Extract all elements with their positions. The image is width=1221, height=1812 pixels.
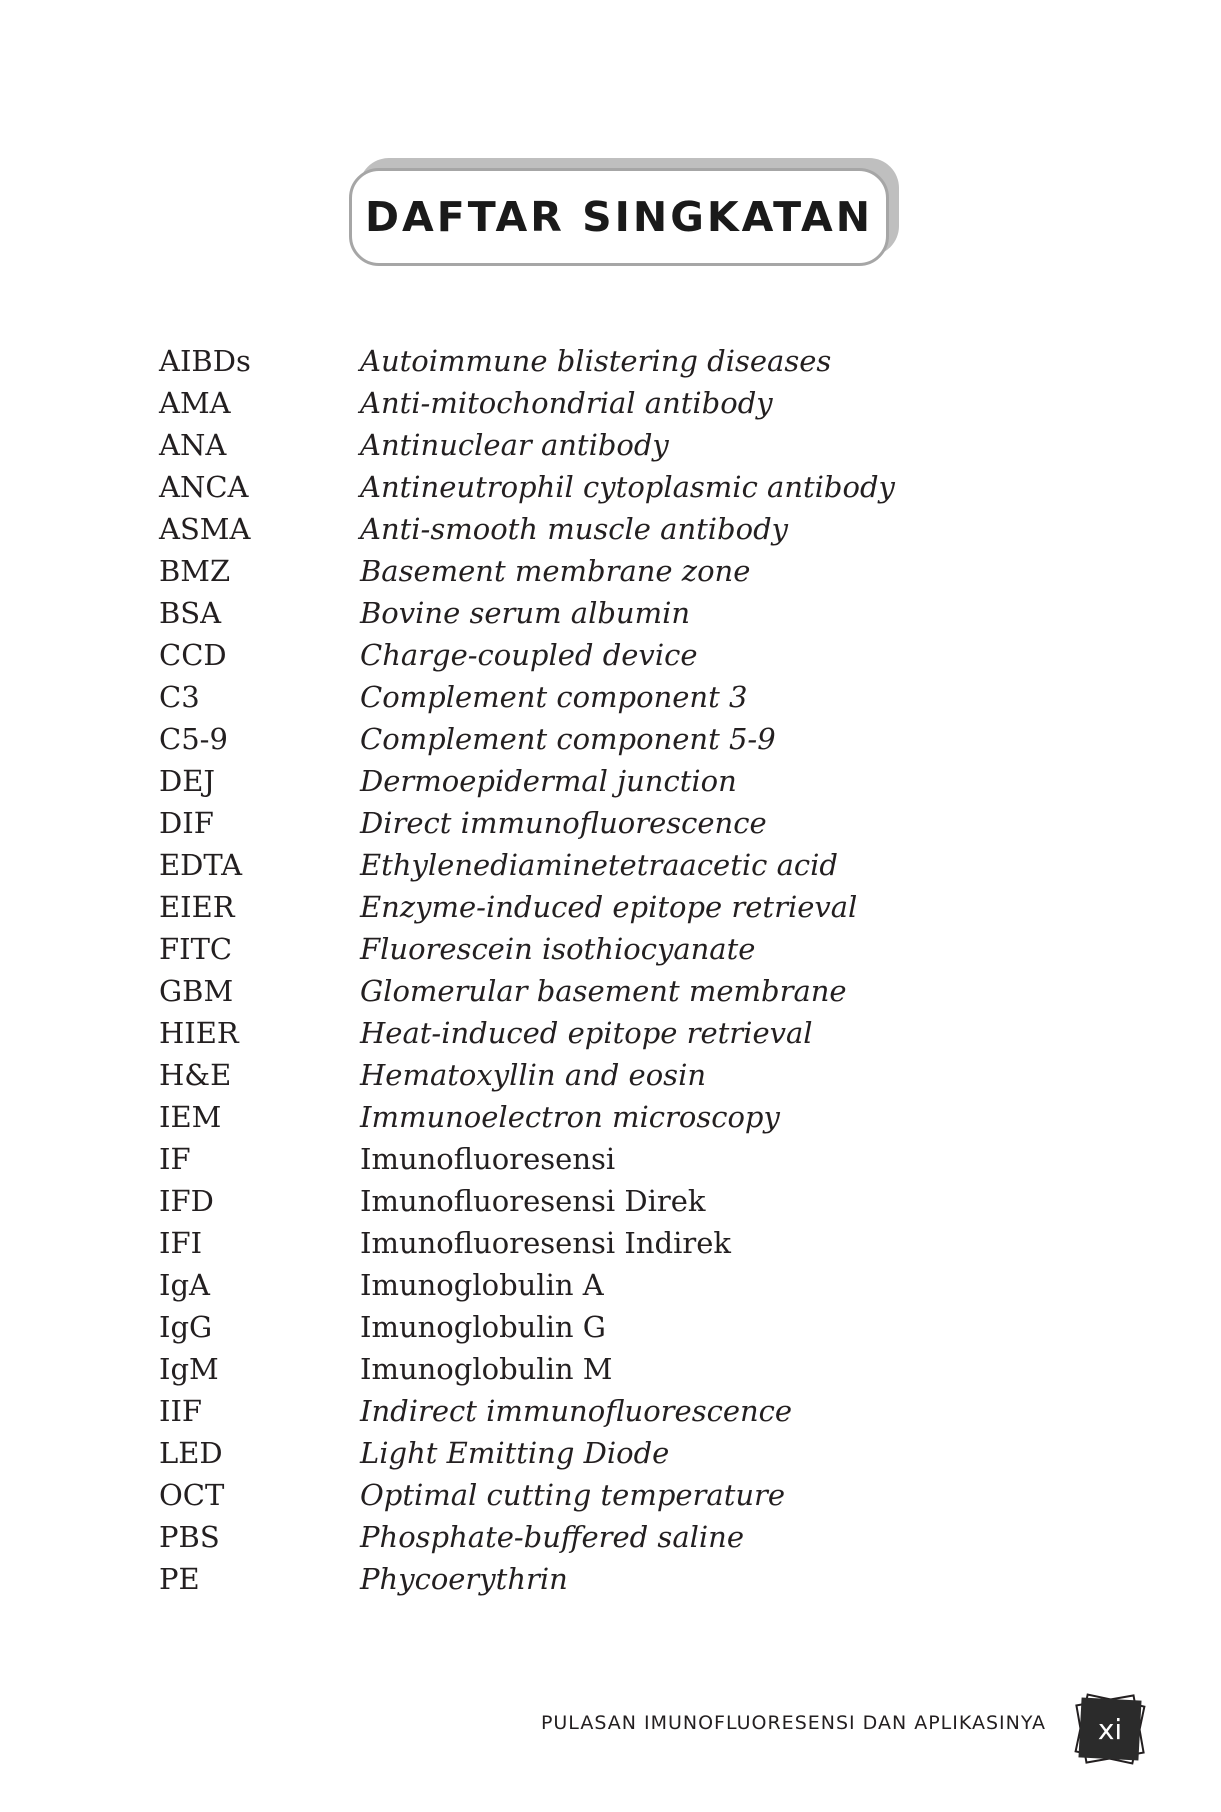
abbreviation-row — [159, 382, 1059, 424]
abbreviation-term: BSA — [159, 596, 222, 630]
abbreviation-definition: Complement component 5-9 — [360, 722, 776, 756]
abbreviation-row — [159, 1180, 1059, 1222]
abbreviation-row — [159, 592, 1059, 634]
abbreviation-term: ANA — [159, 428, 227, 462]
abbreviation-row — [159, 886, 1059, 928]
abbreviation-term: IF — [159, 1142, 191, 1176]
abbreviation-term: H&E — [159, 1058, 232, 1092]
abbreviation-term: AIBDs — [159, 344, 251, 378]
abbreviation-term: ANCA — [159, 470, 249, 504]
abbreviation-definition: Dermoepidermal junction — [360, 764, 737, 798]
abbreviation-term: GBM — [159, 974, 234, 1008]
abbreviation-definition: Phycoerythrin — [360, 1562, 568, 1596]
abbreviation-term: LED — [159, 1436, 223, 1470]
abbreviation-definition: Fluorescein isothiocyanate — [360, 932, 756, 966]
abbreviation-definition: Complement component 3 — [360, 680, 748, 714]
abbreviation-row — [159, 466, 1059, 508]
abbreviation-row — [159, 1264, 1059, 1306]
abbreviation-definition: Imunofluoresensi Indirek — [360, 1226, 731, 1260]
abbreviation-term: CCD — [159, 638, 227, 672]
abbreviation-row — [159, 424, 1059, 466]
abbreviation-definition: Optimal cutting temperature — [360, 1478, 786, 1512]
abbreviation-row — [159, 1348, 1059, 1390]
abbreviation-definition: Antinuclear antibody — [360, 428, 669, 462]
abbreviation-row — [159, 1138, 1059, 1180]
abbreviation-row — [159, 1054, 1059, 1096]
abbreviation-term: IIF — [159, 1394, 203, 1428]
abbreviation-definition: Enzyme-induced epitope retrieval — [360, 890, 858, 924]
abbreviation-definition: Phosphate-buffered saline — [360, 1520, 744, 1554]
abbreviation-definition: Immunoelectron microscopy — [360, 1100, 780, 1134]
abbreviation-definition: Anti-smooth muscle antibody — [360, 512, 789, 546]
abbreviation-term: EDTA — [159, 848, 243, 882]
abbreviation-row — [159, 634, 1059, 676]
abbreviation-row — [159, 1096, 1059, 1138]
abbreviation-term: IEM — [159, 1100, 222, 1134]
abbreviation-row — [159, 1390, 1059, 1432]
abbreviation-term: IFI — [159, 1226, 203, 1260]
abbreviation-term: DEJ — [159, 764, 216, 798]
abbreviation-row — [159, 1222, 1059, 1264]
abbreviation-row — [159, 676, 1059, 718]
page-number-badge — [1071, 1690, 1149, 1768]
abbreviation-row — [159, 928, 1059, 970]
footer-book-title: PULASAN IMUNOFLUORESENSI DAN APLIKASINYA — [540, 1712, 1046, 1734]
abbreviation-term: PBS — [159, 1520, 220, 1554]
page-number: xi — [1097, 1712, 1123, 1746]
title-box — [349, 168, 889, 266]
abbreviation-row — [159, 1012, 1059, 1054]
abbreviation-term: IgA — [159, 1268, 210, 1302]
abbreviation-row — [159, 1432, 1059, 1474]
abbreviation-definition: Heat-induced epitope retrieval — [360, 1016, 813, 1050]
abbreviation-definition: Autoimmune blistering diseases — [360, 344, 832, 378]
abbreviation-term: ASMA — [159, 512, 251, 546]
abbreviation-definition: Bovine serum albumin — [360, 596, 691, 630]
abbreviation-definition: Antineutrophil cytoplasmic antibody — [360, 470, 895, 504]
abbreviation-row — [159, 550, 1059, 592]
abbreviation-definition: Glomerular basement membrane — [360, 974, 847, 1008]
abbreviation-term: HIER — [159, 1016, 239, 1050]
abbreviation-definition: Anti-mitochondrial antibody — [360, 386, 773, 420]
abbreviation-definition: Imunofluoresensi Direk — [360, 1184, 706, 1218]
abbreviation-term: DIF — [159, 806, 214, 840]
abbreviation-definition: Charge-coupled device — [360, 638, 698, 672]
abbreviation-term: IFD — [159, 1184, 214, 1218]
abbreviation-list — [159, 340, 1059, 1600]
abbreviation-definition: Light Emitting Diode — [360, 1436, 670, 1470]
abbreviation-definition: Imunofluoresensi — [360, 1142, 616, 1176]
abbreviation-row — [159, 760, 1059, 802]
abbreviation-definition: Imunoglobulin G — [360, 1310, 606, 1344]
abbreviation-row — [159, 1306, 1059, 1348]
abbreviation-definition: Imunoglobulin A — [360, 1268, 604, 1302]
abbreviation-term: EIER — [159, 890, 235, 924]
title-banner — [349, 158, 901, 271]
abbreviation-term: C5-9 — [159, 722, 228, 756]
abbreviation-definition: Ethylenediaminetetraacetic acid — [360, 848, 838, 882]
abbreviation-row — [159, 1516, 1059, 1558]
abbreviation-definition: Indirect immunofluorescence — [360, 1394, 793, 1428]
abbreviation-term: AMA — [159, 386, 231, 420]
abbreviation-term: C3 — [159, 680, 200, 714]
abbreviation-term: OCT — [159, 1478, 225, 1512]
abbreviation-definition: Hematoxyllin and eosin — [360, 1058, 707, 1092]
abbreviation-definition: Basement membrane zone — [360, 554, 751, 588]
abbreviation-row — [159, 1558, 1059, 1600]
abbreviation-term: IgG — [159, 1310, 213, 1344]
abbreviation-row — [159, 844, 1059, 886]
abbreviation-row — [159, 340, 1059, 382]
abbreviation-term: BMZ — [159, 554, 231, 588]
abbreviation-row — [159, 970, 1059, 1012]
abbreviation-row — [159, 1474, 1059, 1516]
abbreviation-term: PE — [159, 1562, 200, 1596]
abbreviation-definition: Imunoglobulin M — [360, 1352, 613, 1386]
abbreviation-row — [159, 718, 1059, 760]
abbreviation-term: FITC — [159, 932, 233, 966]
abbreviation-term: IgM — [159, 1352, 219, 1386]
abbreviation-row — [159, 802, 1059, 844]
abbreviation-definition: Direct immunofluorescence — [360, 806, 767, 840]
abbreviation-row — [159, 508, 1059, 550]
page-title: DAFTAR SINGKATAN — [364, 193, 874, 241]
